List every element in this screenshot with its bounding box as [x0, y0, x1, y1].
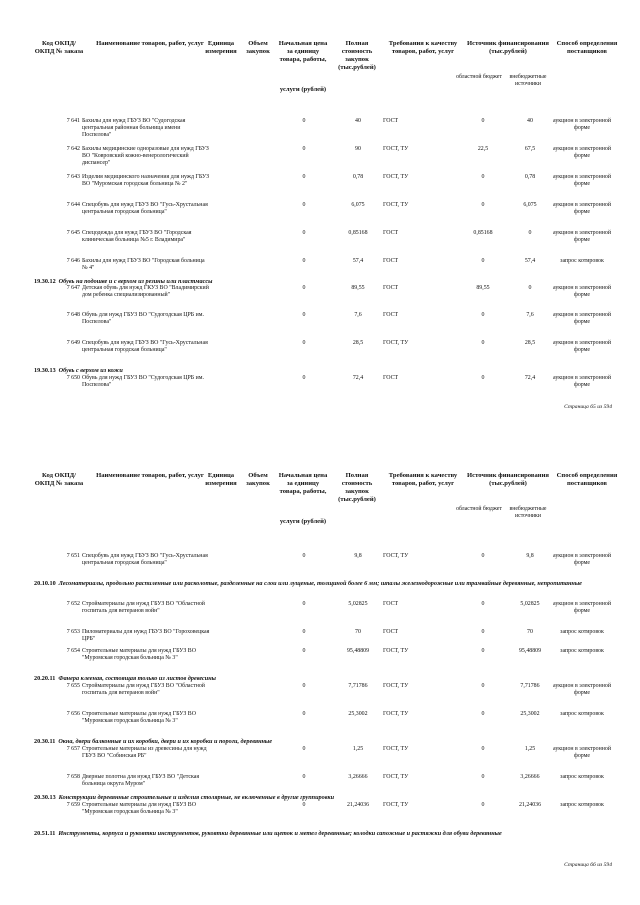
quality-standard: ГОСТ	[383, 258, 399, 264]
order-number: 7 656	[66, 711, 80, 717]
procurement-method: аукцион в электронной форме	[553, 146, 611, 160]
procurement-method: аукцион в электронной форме	[553, 202, 611, 216]
okpd-title: Окна, двери балконные и их коробки, двери и их коробки и пороги, деревянные	[58, 738, 272, 745]
quality-standard: ГОСТ	[383, 312, 399, 318]
unit-price: 0	[302, 312, 306, 318]
header-source: Источник финансирования (тыс.рублей)	[467, 40, 549, 55]
okpd-code: 20.51.11	[34, 830, 56, 837]
item-name: Спецобувь для нужд ГБУЗ ВО "Гусь-Хрустальная центральная городская больница"	[82, 340, 208, 354]
header-name: Наименование товаров, работ, услуг	[96, 40, 204, 47]
extra-budget: 3,26666	[520, 774, 540, 780]
item-name: Строительные материалы для нужд ГБУЗ ВО "Муромская городская больница № 3"	[82, 711, 196, 725]
order-number: 7 657	[66, 746, 80, 752]
quality-standard: ГОСТ, ТУ	[383, 683, 409, 689]
order-number: 7 659	[66, 802, 80, 808]
regional-budget: 0	[481, 118, 485, 124]
header-price: Начальная цена за единицу товара, работы,	[278, 472, 328, 495]
item-name: Спецобувь для нужд ГБУЗ ВО "Гусь-Хрустальная центральная городская больница"	[82, 553, 208, 567]
okpd-title: Фанера клееная, состоящая только из листов древесины	[58, 675, 216, 682]
unit-price: 0	[302, 711, 306, 717]
okpd-code: 20.20.11	[34, 675, 56, 682]
header-source: Источник финансирования (тыс.рублей)	[467, 472, 549, 487]
okpd-title: Инструменты, корпуса и рукоятки инструментов, рукоятки деревянные или щеток и метел деревянные; колодки сапожные и растяжки для обуви деревянные	[58, 830, 502, 837]
quality-standard: ГОСТ, ТУ	[383, 774, 409, 780]
header-cost: Полная стоимость закупок (тыс.рублей)	[338, 472, 376, 503]
extra-budget: 0	[528, 285, 532, 291]
order-number: 7 643	[66, 174, 80, 180]
unit-price: 0	[302, 746, 306, 752]
total-cost: 28,5	[352, 340, 364, 346]
item-name: Обувь для нужд ГБУЗ ВО "Судогодская ЦРБ им. Поспелова"	[82, 375, 205, 389]
order-number: 7 652	[66, 601, 80, 607]
unit-price: 0	[302, 174, 306, 180]
extra-budget: 57,4	[524, 258, 536, 264]
quality-standard: ГОСТ, ТУ	[383, 174, 409, 180]
header-source-regional: областной бюджет	[456, 74, 502, 80]
header-requirements: Требования к качеству товаров, работ, услуг	[388, 40, 458, 55]
total-cost: 70	[355, 629, 361, 635]
procurement-method: запрос котировок	[560, 629, 604, 635]
regional-budget: 0	[481, 683, 485, 689]
unit-price: 0	[302, 258, 306, 264]
quality-standard: ГОСТ, ТУ	[383, 802, 409, 808]
order-number: 7 658	[66, 774, 80, 780]
unit-price: 0	[302, 774, 306, 780]
unit-price: 0	[302, 683, 306, 689]
header-source-extra: внебюджетные источники	[509, 506, 547, 519]
quality-standard: ГОСТ, ТУ	[383, 746, 409, 752]
quality-standard: ГОСТ	[383, 629, 399, 635]
extra-budget: 40	[527, 118, 533, 124]
extra-budget: 0	[528, 230, 532, 236]
total-cost: 57,4	[352, 258, 364, 264]
quality-standard: ГОСТ	[383, 285, 399, 291]
extra-budget: 9,8	[526, 553, 534, 559]
extra-budget: 70	[527, 629, 533, 635]
unit-price: 0	[302, 118, 306, 124]
header-source-extra: внебюджетные источники	[509, 74, 547, 87]
header-volume: Объем закупок	[246, 40, 270, 55]
regional-budget: 0	[481, 802, 485, 808]
item-name: Строительные материалы для нужд ГБУЗ ВО "Муромская городская больница № 3"	[82, 802, 196, 816]
quality-standard: ГОСТ, ТУ	[383, 340, 409, 346]
regional-budget: 0	[481, 258, 485, 264]
okpd-code: 19.30.13	[34, 367, 56, 374]
okpd-code: 19.30.12	[34, 278, 56, 285]
regional-budget: 89,55	[476, 285, 490, 291]
total-cost: 89,55	[351, 285, 365, 291]
regional-budget: 0	[481, 711, 485, 717]
header-requirements: Требования к качеству товаров, работ, услуг	[388, 472, 458, 487]
extra-budget: 1,25	[524, 746, 536, 752]
item-name: Дверные полотна для нужд ГБУЗ ВО "Детская больница округа Муром"	[82, 774, 200, 788]
item-name: Спецодежда для нужд ГБУЗ ВО "Городская клиническая больница №5 г. Владимира"	[82, 230, 192, 244]
okpd-section-heading	[34, 367, 624, 374]
total-cost: 72,4	[352, 375, 364, 381]
procurement-method: аукцион в электронной форме	[553, 230, 611, 244]
procurement-method: запрос котировок	[560, 711, 604, 717]
quality-standard: ГОСТ	[383, 118, 399, 124]
header-price: Начальная цена за единицу товара, работы,	[278, 40, 328, 63]
unit-price: 0	[302, 202, 306, 208]
regional-budget: 0	[481, 553, 485, 559]
procurement-method: аукцион в электронной форме	[553, 553, 611, 567]
header-unit: Единица измерения	[205, 472, 237, 487]
okpd-section-heading	[34, 580, 624, 587]
okpd-code: 20.10.10	[34, 580, 56, 587]
page-number-footer: Страница 65 из 594	[564, 404, 612, 410]
extra-budget: 28,5	[524, 340, 536, 346]
regional-budget: 0	[481, 774, 485, 780]
procurement-method: аукцион в электронной форме	[553, 285, 611, 299]
document-page-66	[0, 452, 640, 905]
quality-standard: ГОСТ	[383, 230, 399, 236]
extra-budget: 5,02825	[520, 601, 540, 607]
okpd-title: Лесоматериалы, продольно распиленные или расколотые, разделенные на слои или лущеные, толщиной более 6 мм; шпалы железнодорожные или трамвайные деревянные, непропитанные	[58, 580, 582, 587]
header-volume: Объем закупок	[246, 472, 270, 487]
quality-standard: ГОСТ, ТУ	[383, 146, 409, 152]
okpd-title: Обувь с верхом из кожи	[58, 367, 123, 374]
procurement-method: аукцион в электронной форме	[553, 683, 611, 697]
total-cost: 3,26666	[348, 774, 368, 780]
extra-budget: 67,5	[524, 146, 536, 152]
total-cost: 5,02825	[348, 601, 368, 607]
regional-budget: 0	[481, 746, 485, 752]
okpd-title: Конструкции деревянные строительные и изделия столярные, не включенные в другие группировки	[58, 794, 335, 801]
extra-budget: 72,4	[524, 375, 536, 381]
item-name: Стройматериалы для нужд ГБУЗ ВО "Областной госпиталь для ветеранов войн"	[82, 601, 205, 615]
unit-price: 0	[302, 648, 306, 654]
unit-price: 0	[302, 553, 306, 559]
quality-standard: ГОСТ	[383, 375, 399, 381]
item-name: Пиломатериалы для нужд ГБУЗ ВО "Гороховецкая ЦРБ"	[82, 629, 210, 643]
item-name: Спецобувь для нужд ГБУЗ ВО "Гусь-Хрустальная центральная городская больница"	[82, 202, 208, 216]
okpd-section-heading	[34, 675, 624, 682]
quality-standard: ГОСТ	[383, 601, 399, 607]
order-number: 7 653	[66, 629, 80, 635]
total-cost: 95,48809	[346, 648, 370, 654]
total-cost: 9,8	[354, 553, 362, 559]
total-cost: 40	[355, 118, 361, 124]
procurement-method: аукцион в электронной форме	[553, 118, 611, 132]
total-cost: 7,71786	[348, 683, 368, 689]
item-name: Строительные материалы для нужд ГБУЗ ВО "Муромская городская больница № 3"	[82, 648, 196, 662]
header-name: Наименование товаров, работ, услуг	[96, 472, 204, 479]
order-number: 7 655	[66, 683, 80, 689]
item-name: Обувь для нужд ГБУЗ ВО "Судогодская ЦРБ им. Поспелова"	[82, 312, 205, 326]
okpd-code: 20.30.13	[34, 794, 56, 801]
total-cost: 1,25	[352, 746, 364, 752]
regional-budget: 0	[481, 375, 485, 381]
regional-budget: 22,5	[477, 146, 489, 152]
procurement-method: аукцион в электронной форме	[553, 174, 611, 188]
document-page-65	[0, 0, 640, 452]
okpd-code: 20.30.11	[34, 738, 56, 745]
regional-budget: 0	[481, 629, 485, 635]
quality-standard: ГОСТ, ТУ	[383, 553, 409, 559]
item-name: Стройматериалы для нужд ГБУЗ ВО "Областной госпиталь для ветеранов войн"	[82, 683, 205, 697]
total-cost: 6,075	[351, 202, 365, 208]
unit-price: 0	[302, 629, 306, 635]
unit-price: 0	[302, 601, 306, 607]
unit-price: 0	[302, 146, 306, 152]
quality-standard: ГОСТ, ТУ	[383, 711, 409, 717]
header-method: Способ определения поставщиков	[556, 472, 618, 487]
order-number: 7 646	[66, 258, 80, 264]
regional-budget: 0	[481, 340, 485, 346]
okpd-title: Обувь на подошве и с верхом из резины или пластмассы	[58, 278, 213, 285]
quality-standard: ГОСТ, ТУ	[383, 648, 409, 654]
okpd-section-heading	[34, 794, 624, 801]
unit-price: 0	[302, 340, 306, 346]
order-number: 7 651	[66, 553, 80, 559]
procurement-method: запрос котировок	[560, 258, 604, 264]
header-code: Код ОКПД/ ОКПД № заказа	[34, 472, 84, 487]
procurement-method: запрос котировок	[560, 802, 604, 808]
order-number: 7 648	[66, 312, 80, 318]
regional-budget: 0	[481, 174, 485, 180]
unit-price: 0	[302, 230, 306, 236]
item-name: Бахилы для нужд ГБУЗ ВО "Городская больница № 4"	[82, 258, 205, 272]
header-cost: Полная стоимость закупок (тыс.рублей)	[338, 40, 376, 71]
extra-budget: 7,6	[526, 312, 534, 318]
item-name: Строительные материалы из древесины для нужд ГБУЗ ВО "Собинская РБ"	[82, 746, 207, 760]
unit-price: 0	[302, 285, 306, 291]
procurement-method: аукцион в электронной форме	[553, 312, 611, 326]
extra-budget: 95,48809	[518, 648, 542, 654]
procurement-method: запрос котировок	[560, 774, 604, 780]
header-code: Код ОКПД/ ОКПД № заказа	[34, 40, 84, 55]
header-price-unit: услуги (рублей)	[279, 518, 327, 525]
regional-budget: 0	[481, 202, 485, 208]
total-cost: 7,6	[354, 312, 362, 318]
page-number-footer: Страница 66 из 594	[564, 862, 612, 868]
header-source-regional: областной бюджет	[456, 506, 502, 512]
quality-standard: ГОСТ, ТУ	[383, 202, 409, 208]
item-name: Изделия медицинского назначения для нужд ГБУЗ ВО "Муромская городская больница № 2"	[82, 174, 210, 188]
total-cost: 25,3002	[348, 711, 368, 717]
procurement-method: аукцион в электронной форме	[553, 601, 611, 615]
header-method: Способ определения поставщиков	[556, 40, 618, 55]
procurement-method: запрос котировок	[560, 648, 604, 654]
item-name: Бахилы медицинские одноразовые для нужд ГБУЗ ВО "Ковровский кожно-венерологический диспансер"	[82, 146, 209, 167]
extra-budget: 25,3002	[520, 711, 540, 717]
unit-price: 0	[302, 375, 306, 381]
procurement-method: аукцион в электронной форме	[553, 746, 611, 760]
procurement-method: аукцион в электронной форме	[553, 340, 611, 354]
regional-budget: 0	[481, 648, 485, 654]
extra-budget: 7,71786	[520, 683, 540, 689]
regional-budget: 0	[481, 601, 485, 607]
total-cost: 0,78	[352, 174, 364, 180]
okpd-section-heading	[34, 738, 624, 745]
order-number: 7 654	[66, 648, 80, 654]
unit-price: 0	[302, 802, 306, 808]
regional-budget: 0,85168	[473, 230, 493, 236]
item-name: Детская обувь для нужд ГКУЗ ВО "Владимирский дом ребенка специализированный"	[82, 285, 209, 299]
order-number: 7 647	[66, 285, 80, 291]
header-unit: Единица измерения	[205, 40, 237, 55]
extra-budget: 0,78	[524, 174, 536, 180]
item-name: Бахилы для нужд ГБУЗ ВО "Судогодская центральная районная больница имени Поспелова"	[82, 118, 186, 139]
order-number: 7 641	[66, 118, 80, 124]
order-number: 7 649	[66, 340, 80, 346]
regional-budget: 0	[481, 312, 485, 318]
procurement-method: аукцион в электронной форме	[553, 375, 611, 389]
total-cost: 21,24036	[346, 802, 370, 808]
total-cost: 90	[355, 146, 361, 152]
okpd-section-heading	[34, 830, 624, 837]
order-number: 7 645	[66, 230, 80, 236]
order-number: 7 650	[66, 375, 80, 381]
order-number: 7 642	[66, 146, 80, 152]
extra-budget: 6,075	[523, 202, 537, 208]
extra-budget: 21,24036	[518, 802, 542, 808]
header-price-unit: услуги (рублей)	[279, 86, 327, 93]
total-cost: 0,85168	[348, 230, 368, 236]
order-number: 7 644	[66, 202, 80, 208]
